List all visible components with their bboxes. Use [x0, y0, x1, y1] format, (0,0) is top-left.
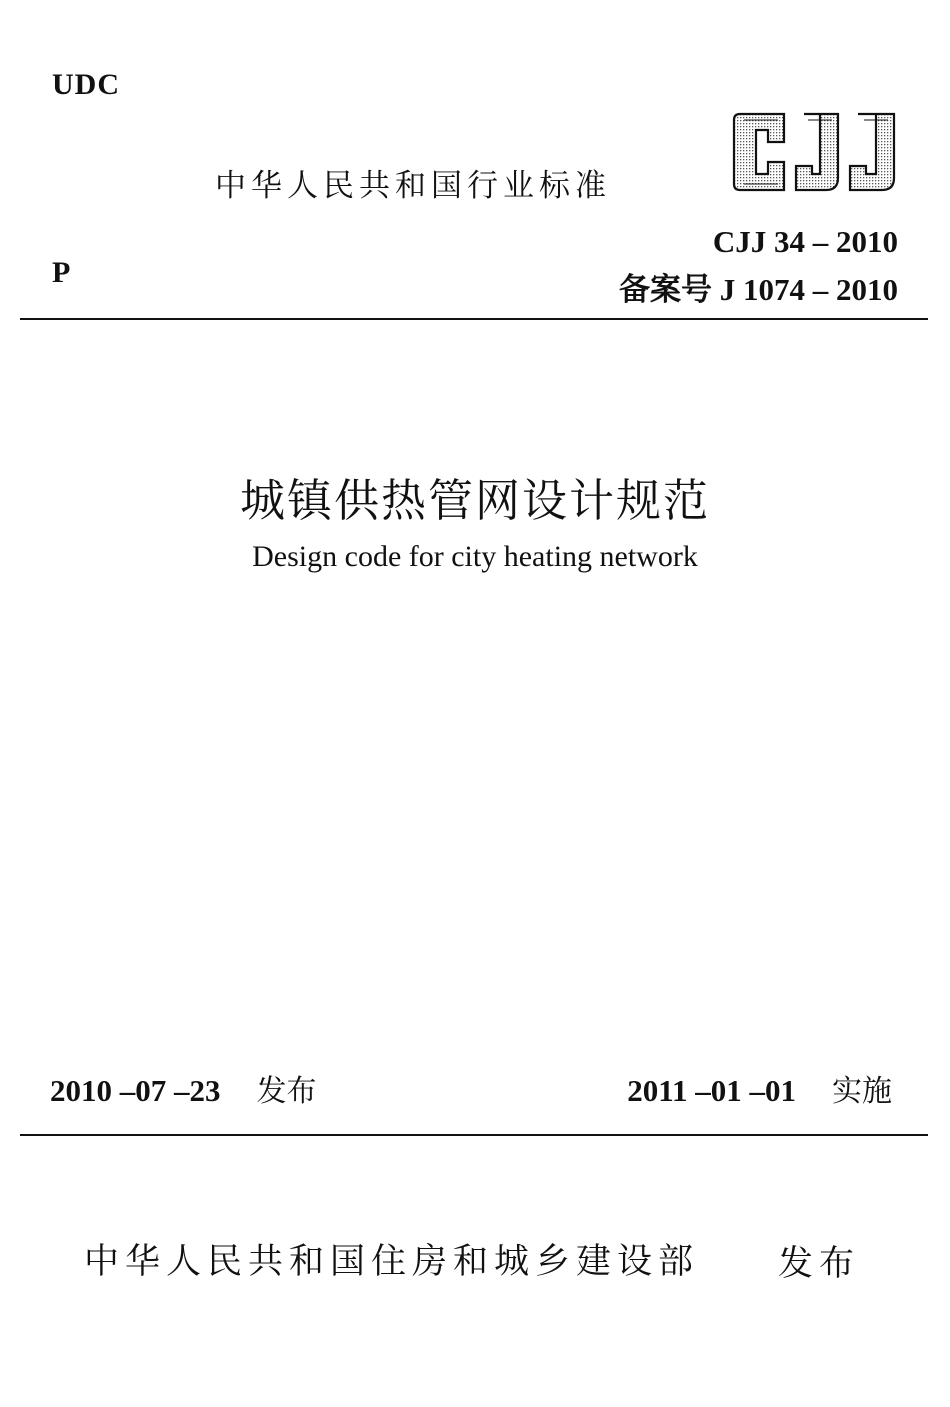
effective-label: 实施	[832, 1074, 892, 1109]
industry-standard-heading: 中华人民共和国行业标准	[215, 168, 611, 204]
effective-date: 2011 –01 –01	[627, 1073, 796, 1108]
document-title-chinese: 城镇供热管网设计规范	[239, 474, 710, 527]
udc-label: UDC	[52, 68, 120, 101]
publish-label: 发布	[778, 1244, 861, 1284]
issue-date-line	[50, 1066, 317, 1110]
publisher-name: 中华人民共和国住房和城乡建设部	[84, 1242, 700, 1282]
classification-code: P	[52, 256, 71, 289]
bottom-divider	[20, 1134, 928, 1136]
effective-date-line	[627, 1066, 892, 1110]
top-divider	[20, 318, 928, 320]
record-number: 备案号 J 1074 – 2010	[619, 272, 898, 307]
cjj-logo	[728, 108, 904, 196]
document-title-english: Design code for city heating network	[252, 540, 698, 573]
standard-code: CJJ 34 – 2010	[712, 224, 898, 259]
issue-label: 发布	[256, 1074, 317, 1109]
issue-date: 2010 –07 –23	[50, 1073, 221, 1108]
